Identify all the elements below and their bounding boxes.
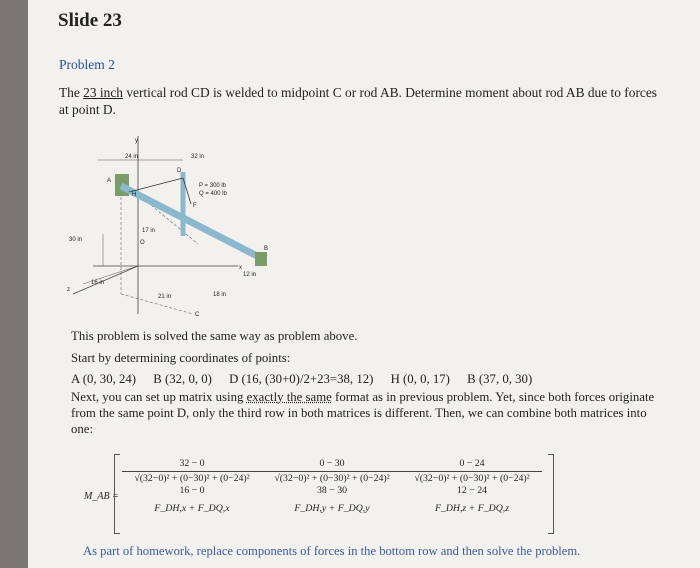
moment-matrix <box>84 454 544 534</box>
point-H: H <box>132 192 137 198</box>
matrix-bracket-right <box>548 454 554 534</box>
z-axis-line <box>73 266 138 294</box>
start-line: Start by determining coordinates of points: <box>71 350 291 365</box>
y-label: y <box>135 138 138 144</box>
point-B: B <box>264 246 269 252</box>
next-paragraph <box>71 389 661 437</box>
cable-DH <box>129 178 183 192</box>
col2-numerator: 0 − 30 <box>319 458 345 469</box>
slide-page <box>28 0 700 568</box>
col1-row3: F_DH,x + F_DQ,x <box>154 503 230 514</box>
col2-row3: F_DH,y + F_DQ,y <box>294 503 370 514</box>
coord-A: A (0, 30, 24) <box>71 372 137 386</box>
coord-B2: B (37, 0, 30) <box>467 372 533 386</box>
coordinates-line <box>71 371 661 389</box>
matrix-column-3 <box>402 458 542 515</box>
homework-note: As part of homework, replace components of forces in the bottom row and then solve the problem. <box>83 544 581 558</box>
col1-row2: 16 − 0 <box>179 485 205 496</box>
rod-AB <box>121 186 263 259</box>
dim-17: 17 in <box>142 228 156 234</box>
dim-12: 12 in <box>243 272 257 278</box>
force-q: Q = 400 lb <box>199 191 227 197</box>
coord-B: B (32, 0, 0) <box>153 372 212 386</box>
next-after: format as in previous problem. Yet, since both forces originate from the same point D, only the third row in both matrices is different. Then, we can combine both matrices into one: <box>71 389 655 436</box>
wall-B <box>255 252 267 266</box>
col3-numerator: 0 − 24 <box>459 458 485 469</box>
problem-figure <box>63 134 273 320</box>
dim-16: 16 in <box>91 280 105 286</box>
problem-label: Problem 2 <box>59 57 115 72</box>
col1-denominator: √(32−0)² + (0−30)² + (0−24)² <box>122 471 262 485</box>
coord-D: D (16, (30+0)/2+23=38, 12) <box>229 372 374 386</box>
slide-title: Slide 23 <box>58 10 122 31</box>
matrix-column-1 <box>122 458 262 515</box>
point-O: O <box>140 240 145 246</box>
statement-before: The <box>59 85 84 100</box>
x-label: x <box>239 265 242 271</box>
intro-line: This problem is solved the same way as problem above. <box>71 329 358 343</box>
matrix-label: M_AB = <box>84 491 119 502</box>
col2-denominator: √(32−0)² + (0−30)² + (0−24)² <box>262 471 402 485</box>
col1-numerator: 32 − 0 <box>179 458 205 469</box>
col2-row2: 38 − 30 <box>316 485 348 496</box>
point-D: D <box>177 168 182 174</box>
dim-24: 24 in <box>125 154 139 160</box>
dim-30: 30 in <box>69 237 83 243</box>
matrix-column-2 <box>262 458 402 515</box>
problem-statement <box>59 84 659 118</box>
force-p: P = 300 lb <box>199 183 227 189</box>
dim-32: 32 in <box>191 154 205 160</box>
col3-denominator: √(32−0)² + (0−30)² + (0−24)² <box>402 471 542 485</box>
point-C: C <box>195 312 200 318</box>
matrix-bracket-left <box>114 454 120 534</box>
statement-underlined: 23 inch <box>83 85 123 100</box>
point-F: F <box>193 203 197 209</box>
point-A: A <box>107 178 112 184</box>
col3-row3: F_DH,z + F_DQ,z <box>434 503 510 514</box>
coord-H: H (0, 0, 17) <box>390 372 450 386</box>
dim-21: 21 in <box>158 294 172 300</box>
dim-18: 18 in <box>213 292 227 298</box>
statement-after: vertical rod CD is welded to midpoint C or rod AB. Determine moment about rod AB due to forces at point D. <box>59 85 658 117</box>
dashed-line-3 <box>121 294 193 314</box>
next-before: Next, you can set up matrix using <box>71 389 247 404</box>
next-dotted: exactly the same <box>246 389 332 404</box>
z-label: z <box>67 287 70 293</box>
solution-text <box>71 328 661 437</box>
col3-row2: 12 − 24 <box>456 485 488 496</box>
